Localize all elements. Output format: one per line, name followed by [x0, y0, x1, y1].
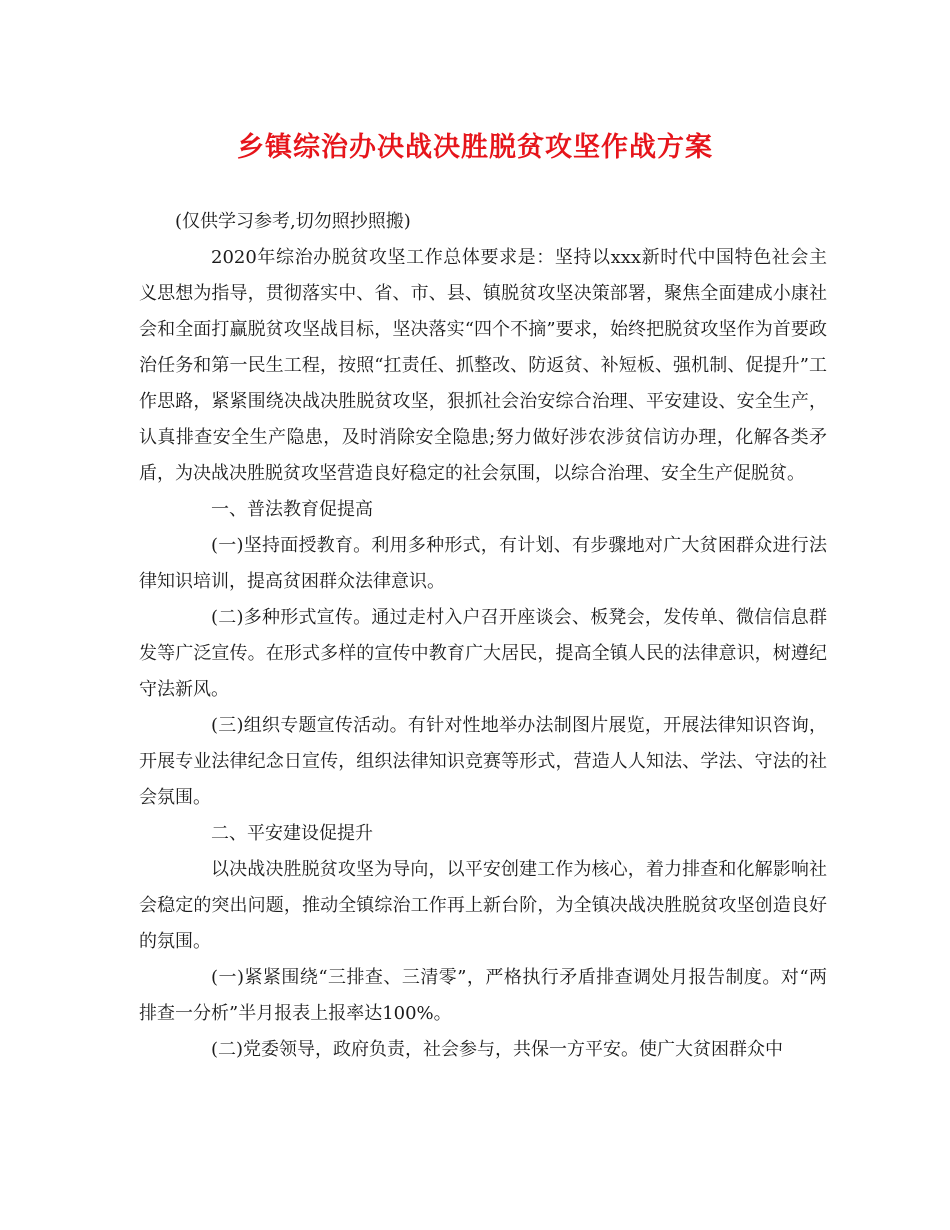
paragraph-general-requirements: 2020年综治办脱贫攻坚工作总体要求是：坚持以xxx新时代中国特色社会主义思想为指导，贯彻落实中、省、市、县、镇脱贫攻坚决策部署，聚焦全面建成小康社会和全面打赢脱贫攻坚战目标，坚决落实“四个不摘”要求，始终把脱贫攻坚作为首要政治任务和第一民生工程，按照“扛责任、抓整改、防返贫、补短板、强机制、促提升”工作思路，紧紧围绕决战决胜脱贫攻坚，狠抓社会治安综合治理、平安建设、安全生产，认真排查安全生产隐患，及时消除安全隐患;努力做好涉农涉贫信访办理，化解各类矛盾，为决战决胜脱贫攻坚营造良好稳定的社会氛围，以综合治理、安全生产促脱贫。: [139, 247, 827, 484]
section-heading-1: 一、普法教育促提高: [211, 499, 373, 520]
paragraph-2-1: (一)紧紧围绕“三排查、三清零”，严格执行矛盾排查调处月报告制度。对“两排查一分析”半月报表上报率达100%。: [139, 967, 827, 1024]
usage-note: (仅供学习参考,切勿照抄照搬): [175, 211, 411, 232]
document-title: 乡镇综治办决战决胜脱贫攻坚作战方案: [237, 132, 713, 163]
paragraph-1-2: (二)多种形式宣传。通过走村入户召开座谈会、板凳会，发传单、微信信息群发等广泛宣传。在形式多样的宣传中教育广大居民，提高全镇人民的法律意识，树遵纪守法新风。: [139, 607, 827, 700]
paragraph-1-3: (三)组织专题宣传活动。有针对性地举办法制图片展览，开展法律知识咨询，开展专业法律纪念日宣传，组织法律知识竞赛等形式，营造人人知法、学法、守法的社会氛围。: [139, 715, 827, 808]
paragraph-2-intro: 以决战决胜脱贫攻坚为导向，以平安创建工作为核心，着力排查和化解影响社会稳定的突出问题，推动全镇综治工作再上新台阶，为全镇决战决胜脱贫攻坚创造良好的氛围。: [139, 859, 827, 952]
paragraph-1-1: (一)坚持面授教育。利用多种形式，有计划、有步骤地对广大贫困群众进行法律知识培训，提高贫困群众法律意识。: [139, 535, 827, 592]
section-heading-2: 二、平安建设促提升: [211, 823, 373, 844]
document-body: [139, 204, 827, 1068]
paragraph-2-2: (二)党委领导，政府负责，社会参与，共保一方平安。使广大贫困群众中: [211, 1039, 784, 1060]
